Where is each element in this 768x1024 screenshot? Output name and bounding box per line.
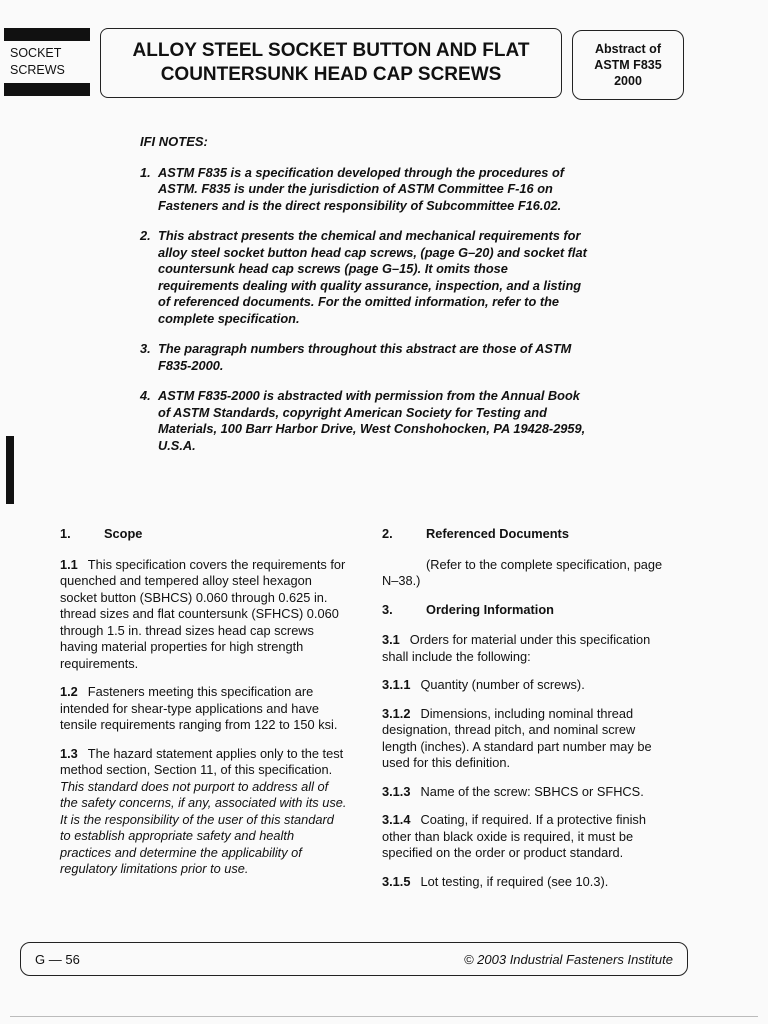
bottom-rule: [10, 1016, 758, 1017]
section-number: 2.: [382, 526, 393, 541]
note-number: 1.: [140, 164, 151, 180]
abstract-line-2: ASTM F835: [594, 58, 662, 72]
section-heading-ordering-information: [382, 602, 666, 619]
note-item: [140, 388, 588, 454]
note-text: This abstract presents the chemical and mechanical requirements for alloy steel socket button head cap screws, (page G–20) and socket flat countersunk head cap screws (page G–15). It omits those requirements dealing with quality assurance, inspection, and a listing of referenced documents. For the omitted information, refer to the complete specification.: [158, 228, 587, 326]
paragraph-text: This specification covers the requirements for quenched and tempered alloy steel hexagon socket button (SBHCS) 0.060 through 0.625 in. thread sizes and flat countersunk (SFHCS) 0.060 through 1.5 in. thread sizes head cap screws having material properties for high strength requirements.: [60, 556, 346, 671]
paragraph-number: 1.3: [60, 745, 78, 761]
note-number: 3.: [140, 341, 151, 356]
paragraph-text: The hazard statement applies only to the test method section, Section 11, of this specification.: [60, 745, 344, 777]
paragraph-number: 3.1.4: [382, 812, 411, 827]
abstract-line-1: Abstract of: [595, 42, 661, 56]
section-title: Ordering Information: [426, 601, 554, 617]
paragraph-1-3: [60, 746, 348, 878]
paragraph-number: 3.1.3: [382, 783, 411, 799]
section-tab-label: [10, 45, 65, 79]
paragraph-text: Coating, if required. If a protective finish other than black oxide is required, it must be specified on the order or product standard.: [382, 812, 646, 860]
paragraph-1-2: [60, 684, 348, 734]
paragraph-text: Dimensions, including nominal thread designation, thread pitch, and nominal screw length (inches). A standard part number may be used for this definition.: [382, 705, 652, 770]
page-number: G — 56: [35, 951, 80, 967]
section-heading-referenced-documents: [382, 526, 666, 543]
paragraph-italic-text: This standard does not purport to address all of the safety concerns, if any, associated with its use. It is the responsibility of the user of this standard to establish appropriate safety and health practices and determine the applicability of regulatory limitations prior to use.: [60, 778, 347, 876]
paragraph-number: 1.2: [60, 684, 78, 699]
abstract-badge: [572, 30, 684, 100]
right-column: [382, 526, 666, 902]
note-text: ASTM F835-2000 is abstracted with permission from the Annual Book of ASTM Standards, copyright American Society for Testing and Materials, 100 Barr Harbor Drive, West Conshohocken, PA 19428-2959, U.S.A.: [158, 388, 586, 453]
paragraph-text: Name of the screw: SBHCS or SFHCS.: [420, 783, 644, 799]
section-tab-bar-top: [4, 28, 90, 41]
paragraph-number: 3.1.2: [382, 705, 411, 721]
copyright-notice: © 2003 Industrial Fasteners Institute: [463, 951, 673, 967]
section-title: Scope: [104, 526, 143, 541]
note-item: [140, 165, 588, 215]
paragraph-number: 3.1.5: [382, 873, 411, 889]
paragraph-1-1: [60, 557, 348, 673]
section-tab: [4, 28, 90, 96]
note-text: ASTM F835 is a specification developed through the procedures of ASTM. F835 is under the jurisdiction of ASTM Committee F-16 on Fasteners and is the direct responsibility of Subcommittee F16.02.: [158, 164, 565, 213]
note-item: [140, 228, 588, 327]
paragraph-text: Fasteners meeting this specification are intended for shear-type applications and have tensile requirements ranging from 122 to 150 ksi.: [60, 684, 338, 732]
note-number: 2.: [140, 228, 151, 243]
margin-change-bar: [6, 436, 14, 504]
section-tab-line-2: SCREWS: [10, 63, 65, 77]
note-text: The paragraph numbers throughout this abstract are those of ASTM F835-2000.: [158, 341, 572, 373]
left-column: [60, 526, 348, 890]
section-heading-scope: [60, 526, 348, 543]
paragraph-3-1-1: [382, 677, 666, 694]
referenced-documents-text: (Refer to the complete specification, page N–38.): [382, 556, 663, 588]
paragraph-3-1-4: [382, 812, 666, 862]
note-number: 4.: [140, 388, 151, 403]
paragraph-3-1-5: [382, 874, 666, 891]
abstract-line-3: 2000: [614, 74, 642, 88]
paragraph-number: 3.1: [382, 632, 400, 647]
section-tab-line-1: SOCKET: [10, 46, 62, 60]
title-line-1: ALLOY STEEL SOCKET BUTTON AND FLAT: [132, 40, 530, 61]
document-title: [100, 28, 562, 98]
paragraph-number: 3.1.1: [382, 677, 411, 692]
title-line-2: COUNTERSUNK HEAD CAP SCREWS: [160, 64, 502, 85]
ifi-notes: [140, 134, 588, 468]
section-title: Referenced Documents: [426, 526, 569, 541]
paragraph-text: Quantity (number of screws).: [420, 677, 585, 692]
notes-heading: IFI NOTES:: [140, 134, 208, 149]
section-tab-bar-bottom: [4, 83, 90, 96]
paragraph-text: Orders for material under this specification shall include the following:: [382, 632, 651, 664]
page-footer: [20, 942, 688, 976]
paragraph-text: Lot testing, if required (see 10.3).: [420, 873, 609, 889]
paragraph-3-1-2: [382, 706, 666, 772]
paragraph-3-1: [382, 632, 666, 665]
section-number: 1.: [60, 526, 71, 541]
section-number: 3.: [382, 601, 393, 617]
paragraph-number: 1.1: [60, 556, 78, 572]
paragraph-3-1-3: [382, 784, 666, 801]
note-item: [140, 341, 588, 374]
